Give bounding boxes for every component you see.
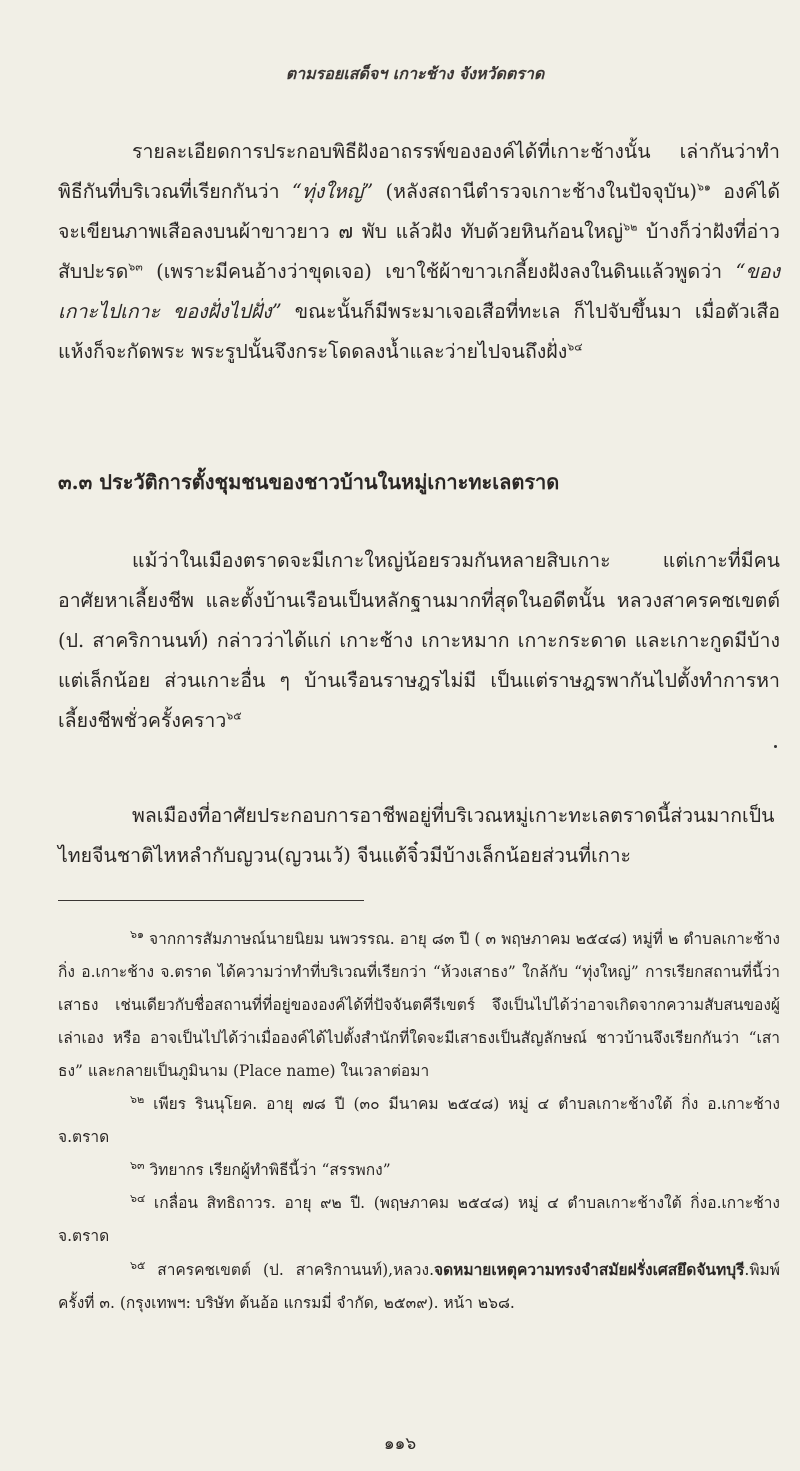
quote-incantation: “ของเกาะไปเกาะ ของฝั่งไปฝั่ง” (58, 260, 780, 323)
footnote-text: เพียร รินนุโยค. อายุ ๗๘ ปี (๓๐ มีนาคม ๒๕๔๘) หมู่ ๔ ตำบลเกาะช้างใต้ กิ่ง อ.เกาะช้าง จ.ตราด (58, 1095, 780, 1146)
footnote-ref-61[interactable]: ๖๑ (696, 180, 711, 194)
running-header: ตามรอยเสด็จฯ เกาะช้าง จังหวัดตราด (285, 64, 545, 83)
text-run: พลเมืองที่อาศัยประกอบการอาชีพอยู่ที่บริเวณหมู่เกาะทะเลตราดนี้ส่วนมากเป็นไทยจีนชาติไหหลำกับญวน(ญวนเว้) จีนแต้จิ๋วมีบ้างเล็กน้อยส่วนที่เกาะ (58, 804, 775, 867)
text-run: รายละเอียดการประกอบพิธีฝังอาถรรพ์ขององค์ได้ที่เกาะช้างนั้น เล่ากันว่าทำพิธีกันที่บริเวณที่เรียกกันว่า (58, 140, 780, 203)
footnote-number: ๖๓ (130, 1158, 145, 1172)
footnote-text: จากการสัมภาษณ์นายนิยม นพวรรณ. อายุ ๘๓ ปี ( ๓ พฤษภาคม ๒๕๔๘) หมู่ที่ ๒ ตำบลเกาะช้าง กิ่ง อ.เกาะช้าง จ.ตราด ได้ความว่าทำที่บริเวณที่เรียกว่า “ห้วงเสาธง” ใกล้กับ “ทุ่งใหญ่” การเรียกสถานที่นี้ว่าเสาธง เช่นเดียวกับชื่อสถานที่ที่อยู่ขององค์ได้ที่ปัจจันตคีรีเขตร์ จึงเป็นไปได้ว่าอาจเกิดจากความสับสนของผู้เล่าเอง หรือ อาจเป็นไปได้ว่าเมื่อองค์ได้ไปตั้งสำนักที่ใดจะมีเสาธงเป็นสัญลักษณ์ ชาวบ้านจึงเรียกกันว่า “เสาธง” และกลายเป็นภูมินาม (Place name) ในเวลาต่อมา (58, 930, 780, 1080)
footnote-65 (58, 1253, 780, 1320)
footnote-64 (58, 1187, 780, 1253)
footnote-number: ๖๒ (130, 1092, 145, 1106)
page-number: ๑๑๖ (383, 1434, 417, 1454)
footnote-text: วิทยากร เรียกผู้ทำพิธีนี้ว่า “สรรพกง” (144, 1161, 391, 1179)
quote-thung-yai: “ทุ่งใหญ่” (291, 180, 374, 203)
footnote-text: สาครคชเขตต์ (ป. สาคริกานนท์),หลวง. (145, 1261, 435, 1279)
footnote-number: ๖๕ (130, 1258, 146, 1272)
footnote-61 (58, 923, 780, 1088)
footnote-number: ๖๑ (130, 927, 144, 941)
footnote-text: เกลื่อน สิทธิถาวร. อายุ ๙๒ ปี. (พฤษภาคม ๒๕๔๘) หมู่ ๔ ตำบลเกาะช้างใต้ กิ่งอ.เกาะช้าง จ.ตราด (58, 1194, 780, 1245)
print-speck (774, 745, 777, 748)
footnote-ref-63[interactable]: ๖๓ (128, 260, 143, 274)
text-run: บ้างก็ว่าฝังที่อ่าวสับปะรด (58, 220, 780, 283)
footnotes (58, 923, 780, 1320)
paragraph-ritual-details (58, 132, 780, 372)
text-run: องค์ได้จะเขียนภาพเสือลงบนผ้าขาวยาว ๗ พับ แล้วฝัง ทับด้วยหินก้อนใหญ่ (58, 180, 780, 243)
paragraph-settlement-history (58, 541, 780, 741)
footnote-63 (58, 1154, 780, 1187)
footnote-ref-64[interactable]: ๖๔ (567, 340, 583, 354)
section-heading: ๓.๓ ประวัติการตั้งชุมชนของชาวบ้านในหมู่เกาะทะเลตราด (58, 470, 560, 494)
footnote-divider (58, 900, 364, 901)
footnote-book-title: จดหมายเหตุความทรงจำสมัยฝรั่งเศสยึดจันทบุรี (434, 1260, 745, 1279)
footnote-ref-65[interactable]: ๖๕ (226, 709, 242, 723)
text-run: (เพราะมีคนอ้างว่าขุดเจอ) เขาใช้ผ้าขาวเกลี้ยงฝังลงในดินแล้วพูดว่า (142, 260, 736, 283)
text-run: (หลังสถานีตำรวจเกาะช้างในปัจจุบัน) (373, 180, 697, 203)
footnote-text: .พิมพ์ครั้งที่ ๓. (กรุงเทพฯ: บริษัท ต้นอ้อ แกรมมี่ จำกัด, ๒๕๓๙). หน้า ๒๖๘. (58, 1261, 780, 1312)
text-run: แม้ว่าในเมืองตราดจะมีเกาะใหญ่น้อยรวมกันหลายสิบเกาะ แต่เกาะที่มีคนอาศัยหาเลี้ยงชีพ และตั้งบ้านเรือนเป็นหลักฐานมากที่สุดในอดีตนั้น หลวงสาครคชเขตต์ (ป. สาคริกานนท์) กล่าวว่าได้แก่ เกาะช้าง เกาะหมาก เกาะกระดาด และเกาะกูดมีบ้างแต่เล็กน้อย ส่วนเกาะอื่น ๆ บ้านเรือนราษฎรไม่มี เป็นแต่ราษฎรพากันไปตั้งทำการหาเลี้ยงชีพชั่วครั้งคราว (58, 549, 780, 732)
footnote-62 (58, 1088, 780, 1154)
footnote-number: ๖๔ (130, 1191, 146, 1205)
footnote-ref-62[interactable]: ๖๒ (623, 220, 638, 234)
paragraph-population (58, 796, 780, 876)
text-run: ขณะนั้นก็มีพระมาเจอเสือที่ทะเล ก็ไปจับขึ้นมา เมื่อตัวเสือแห้งก็จะกัดพระ พระรูปนั้นจึงกระโดดลงน้ำและว่ายไปจนถึงฝั่ง (58, 300, 780, 363)
